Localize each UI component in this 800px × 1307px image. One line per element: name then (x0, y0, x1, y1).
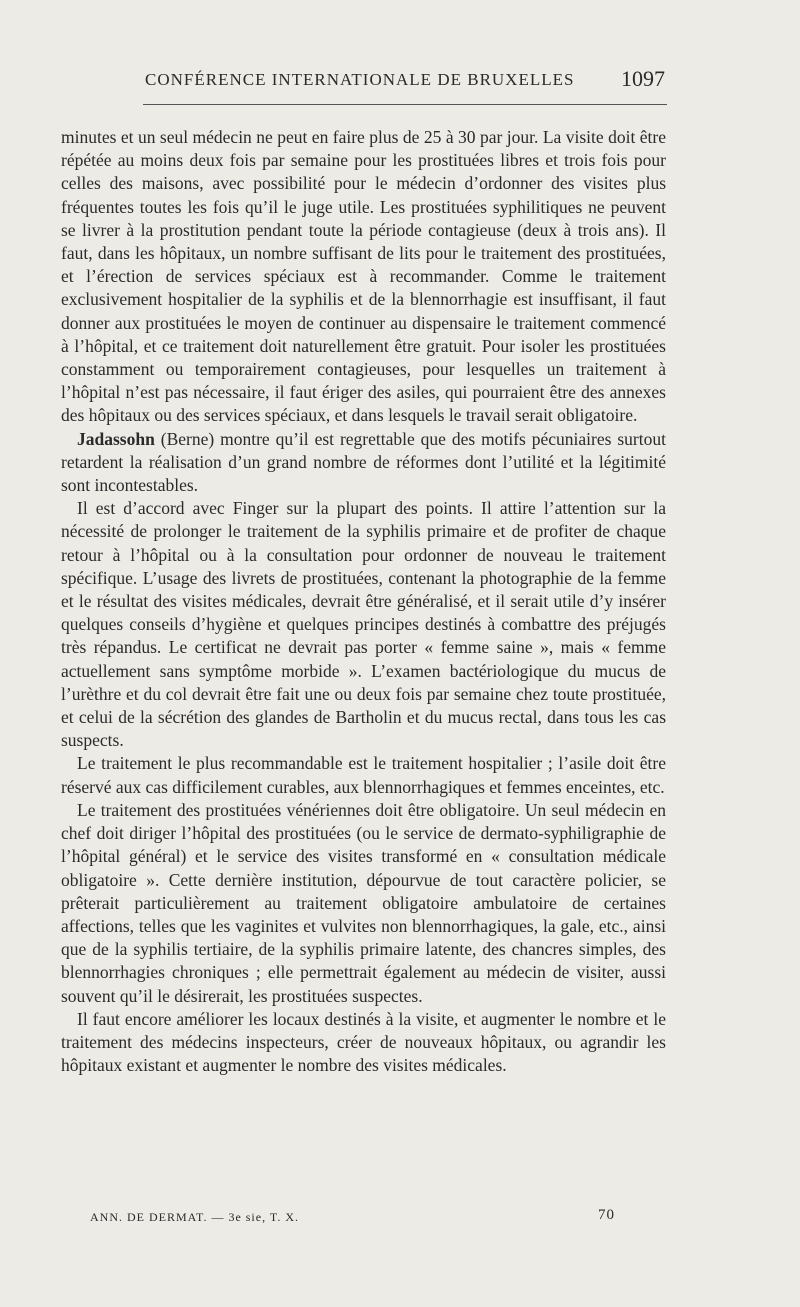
header-rule (143, 104, 667, 105)
header-title: CONFÉRENCE INTERNATIONALE DE BRUXELLES (145, 70, 575, 89)
paragraph: Jadassohn (Berne) montre qu’il est regrettable que des motifs pécuniaires surtout retardent la réalisation d’un grand nombre de réformes dont l’utilité et la légitimité sont incontestables. (61, 428, 666, 496)
sheet-number: 70 (598, 1207, 615, 1223)
paragraph: Il faut encore améliorer les locaux destinés à la visite, et augmenter le nombre et le traitement des médecins inspecteurs, créer de nouveaux hôpitaux, ou agrandir les hôpitaux existant et augmenter le nombre des visites médicales. (61, 1008, 666, 1076)
journal-signature: ANN. DE DERMAT. — 3e sie, T. X. (90, 1210, 299, 1224)
body-text (61, 126, 666, 1077)
paragraph: Le traitement le plus recommandable est le traitement hospitalier ; l’asile doit être réservé aux cas difficilement curables, aux blennorrhagiques et femmes enceintes, etc. (61, 753, 666, 797)
page-number: 1097 (621, 66, 665, 91)
paragraph: minutes et un seul médecin ne peut en faire plus de 25 à 30 par jour. La visite doit être répétée au moins deux fois par semaine pour les prostituées libres et trois fois pour celles des maisons, avec possibilité pour le médecin d’ordonner des visites plus fréquentes toutes les fois qu’il le juge utile. Les prostituées syphilitiques ne peuvent se livrer à la prostitution pendant toute la période contagieuse (deux à trois ans). Il faut, dans les hôpitaux, un nombre suffisant de lits pour le traitement des prostituées, et l’érection de services spéciaux est à recommander. Comme le traitement exclusivement hospitalier de la syphilis et de la blennorrhagie est insuffisant, il faut donner aux prostituées le moyen de continuer au dispensaire le traitement commencé à l’hôpital, et ce traitement doit naturellement être gratuit. Pour isoler les prostituées constamment ou temporairement contagieuses, pour lesquelles un traitement à l’hôpital n’est pas nécessaire, il faut ériger des asiles, qui pourraient être des annexes des hôpitaux ou des services spéciaux, et dans lesquels le travail serait obligatoire. (61, 127, 666, 426)
running-header (145, 68, 665, 98)
paragraph: Il est d’accord avec Finger sur la plupart des points. Il attire l’attention sur la nécessité de prolonger le traitement de la syphilis primaire et de profiter de chaque retour à l’hôpital ou à la consultation pour ordonner de nouveau le traitement spécifique. L’usage des livrets de prostituées, contenant la photographie de la femme et le résultat des visites médicales, devrait être généralisé, et il serait utile d’y insérer quelques conseils d’hygiène et quelques principes destinés à combattre des préjugés très répandus. Le certificat ne devrait pas porter « femme saine », mais « femme actuellement sans symptôme morbide ». L’examen bactériologique du mucus de l’urèthre et du col devrait être fait une ou deux fois par semaine chez toute prostituée, et celui de la sécrétion des glandes de Bartholin et du mucus rectal, dans tous les cas suspects. (61, 498, 666, 751)
page-footer (90, 1207, 615, 1229)
paragraph: Le traitement des prostituées vénériennes doit être obligatoire. Un seul médecin en chef doit diriger l’hôpital des prostituées (ou le service de dermato-syphiligraphie de l’hôpital général) et le service des visites transformé en « consultation médicale obligatoire ». Cette dernière institution, dépourvue de tout caractère policier, se prêterait particulièrement au traitement obligatoire ambulatoire de certaines affections, telles que les vaginites et vulvites non blennorrhagiques, la gale, etc., ainsi que de la syphilis tertiaire, de la syphilis primaire latente, des chancres simples, des blennorrhagies chroniques ; elle permettrait également au médecin de visiter, aussi souvent qu’il le désirerait, les prostituées suspectes. (61, 799, 666, 1006)
speaker-name: Jadassohn (77, 428, 155, 449)
